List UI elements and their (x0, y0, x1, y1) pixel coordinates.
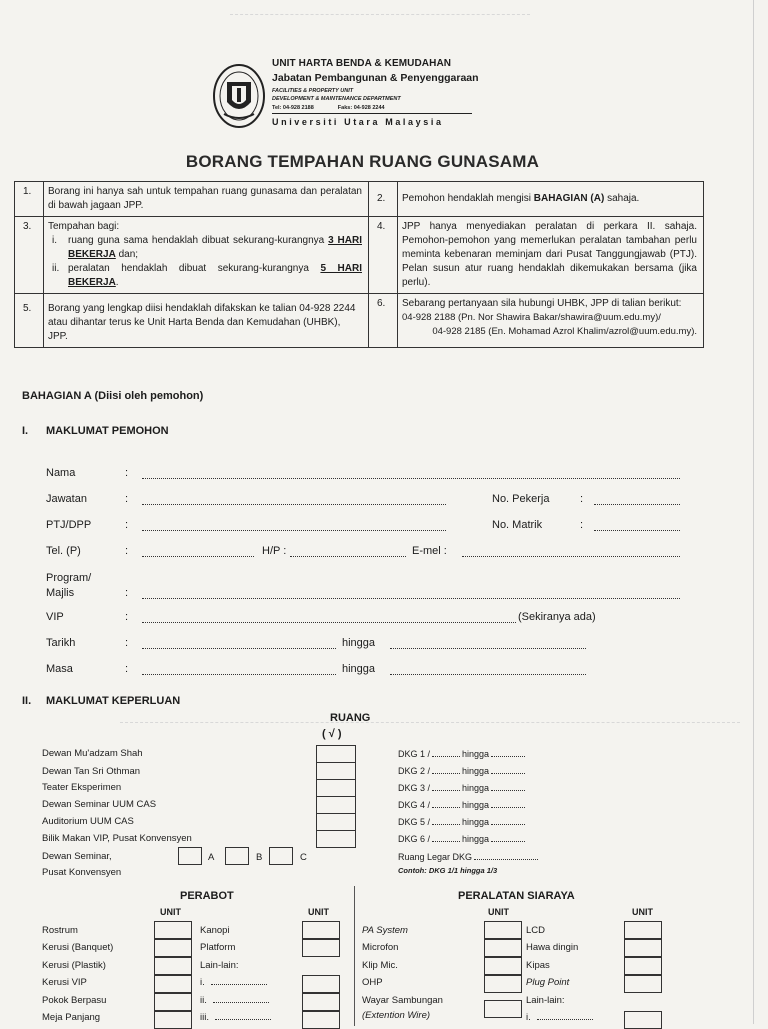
jawatan-field[interactable] (142, 504, 446, 505)
dkg-row[interactable]: DKG 3 / hingga (398, 783, 525, 793)
note-number: 4. (369, 217, 398, 294)
item-label: Kerusi VIP (42, 977, 87, 988)
label-tarikh: Tarikh (46, 637, 76, 649)
form-title: BORANG TEMPAHAN RUANG GUNASAMA (185, 152, 540, 171)
item-label: PA System (362, 925, 408, 936)
item-label: Kipas (526, 960, 550, 971)
room-checkbox[interactable] (316, 813, 356, 831)
item-label: Pokok Berpasu (42, 995, 107, 1006)
unit-box[interactable] (624, 939, 662, 957)
item-label: Kerusi (Banquet) (42, 942, 114, 953)
room-checkbox[interactable] (316, 745, 356, 763)
dkg-row[interactable]: DKG 6 / hingga (398, 834, 525, 844)
program-field[interactable] (142, 598, 680, 599)
room-label: Teater Eksperimen (42, 782, 122, 792)
dkg-row[interactable]: DKG 4 / hingga (398, 800, 525, 810)
unit-box[interactable] (154, 957, 192, 975)
ruang-legar-row[interactable]: Ruang Legar DKG (398, 852, 540, 862)
note-number: 6. (369, 294, 398, 348)
item-label: (Extention Wire) (362, 1010, 431, 1021)
item-label[interactable]: iii. (200, 1012, 271, 1023)
item-label: Plug Point (526, 977, 570, 988)
note-number: 3. (15, 217, 44, 294)
unit-header: UNIT (160, 907, 181, 917)
masa-from-field[interactable] (142, 674, 336, 675)
letterhead-rule (272, 113, 472, 114)
unit-box[interactable] (484, 1000, 522, 1018)
note-5: Borang yang lengkap diisi hendaklah difakskan ke talian 04-928 2244 atau dihantar terus ke Unit Harta Benda dan Kemudahan (UHBK), JPP. (48, 303, 356, 342)
note-6: Sebarang pertanyaan sila hubungi UHBK, JPP di talian berikut: 04-928 2188 (Pn. Nor Shawira Bakar/shawira@uum.edu.my)/ 04-928 2185 (En. Mohamad Azrol Khalim/azrol@uum.edu.my). (398, 294, 704, 348)
unit-box[interactable] (484, 921, 522, 939)
unit-header: UNIT (488, 907, 509, 917)
item-label: Meja Panjang (42, 1012, 101, 1023)
tel-field[interactable] (142, 556, 254, 557)
room-checkbox[interactable] (316, 779, 356, 797)
peralatan-heading: PERALATAN SIARAYA (458, 890, 575, 902)
label-program: Program/ (46, 572, 92, 584)
item-label[interactable]: i. (526, 1012, 593, 1023)
column-divider (354, 886, 355, 1026)
unit-box[interactable] (302, 921, 340, 939)
note-number: 1. (15, 182, 44, 217)
room-label: Dewan Mu'adzam Shah (42, 748, 143, 759)
item-label: OHP (362, 977, 383, 988)
item-label: Platform (200, 942, 236, 953)
room-label: Dewan Tan Sri Othman (42, 766, 141, 777)
item-label[interactable]: ii. (200, 995, 269, 1006)
letterhead (272, 58, 512, 127)
item-label: Wayar Sambungan (362, 995, 443, 1006)
label-nama: Nama (46, 467, 76, 479)
seminar-a-checkbox[interactable] (178, 847, 202, 865)
ptj-field[interactable] (142, 530, 446, 531)
room-label: Pusat Konvensyen (42, 867, 122, 878)
masa-to-field[interactable] (390, 674, 586, 675)
label-jawatan: Jawatan (46, 493, 87, 505)
item-label: Lain-lain: (526, 995, 565, 1006)
label-tel: Tel. (P) (46, 545, 81, 557)
instructions-table (14, 181, 704, 348)
contact-line (272, 105, 512, 111)
unit-box[interactable] (302, 1011, 340, 1029)
note-4: JPP hanya menyediakan peralatan di perkara II. sahaja. Pemohon-pemohon yang memerlukan peralatan tambahan perlu meminta kebenaran meminjam dari Pusat Tanggungjawab (PTJ). Pelan susun atur ruang hendaklah dikemukakan bersama (jika perlu). (402, 221, 697, 288)
dkg-row[interactable]: DKG 2 / hingga (398, 766, 525, 776)
sekiranya-ada: (Sekiranya ada) (518, 611, 596, 623)
item-label[interactable]: i. (200, 977, 267, 988)
dkg-row[interactable]: DKG 1 / hingga (398, 749, 525, 759)
unit-box[interactable] (154, 939, 192, 957)
contact-2: 04-928 2185 (En. Mohamad Azrol Khalim/azrol@uum.edu.my). (432, 326, 697, 337)
fax-text: Faks: 04-928 2244 (337, 105, 385, 111)
unit-header: UNIT (632, 907, 653, 917)
vip-field[interactable] (142, 622, 516, 623)
item-label: Kerusi (Plastik) (42, 960, 106, 971)
label-no-pekerja: No. Pekerja (492, 493, 550, 505)
unit-box[interactable] (302, 993, 340, 1011)
nama-field[interactable] (142, 478, 680, 479)
note-number: 5. (15, 294, 44, 348)
label-masa: Masa (46, 663, 73, 675)
unit-box[interactable] (154, 1011, 192, 1029)
label-majlis: Majlis (46, 587, 75, 599)
unit-box[interactable] (302, 975, 340, 993)
room-checkbox[interactable] (316, 830, 356, 848)
label-emel: E-mel : (412, 545, 447, 557)
note-2: Pemohon hendaklah mengisi BAHAGIAN (A) sahaja. (398, 182, 704, 217)
section-1-heading: I. MAKLUMAT PEMOHON (22, 425, 169, 437)
unit-box[interactable] (624, 921, 662, 939)
room-label: Dewan Seminar UUM CAS (42, 799, 157, 810)
perabot-heading: PERABOT (180, 890, 234, 902)
unit-box[interactable] (154, 921, 192, 939)
unit-box[interactable] (624, 1011, 662, 1029)
room-label: Auditorium UUM CAS (42, 816, 134, 827)
label-hingga: hingga (342, 663, 376, 675)
item-label: Kanopi (200, 925, 230, 936)
example-note: Contoh: DKG 1/1 hingga 1/3 (398, 866, 498, 875)
dkg-row[interactable]: DKG 5 / hingga (398, 817, 525, 827)
room-checkbox[interactable] (316, 762, 356, 780)
room-label: Bilik Makan VIP, Pusat Konvensyen (42, 833, 192, 844)
label-vip: VIP (46, 611, 64, 623)
item-label: Microfon (362, 942, 399, 953)
item-label: LCD (526, 925, 546, 936)
unit-box[interactable] (302, 939, 340, 957)
emel-field[interactable] (462, 556, 680, 557)
university-crest-icon (212, 62, 266, 130)
room-label: Dewan Seminar, (42, 851, 112, 862)
section-a-heading: BAHAGIAN A (Diisi oleh pemohon) (22, 390, 204, 402)
unit-box[interactable] (624, 957, 662, 975)
contact-1: 04-928 2188 (Pn. Nor Shawira Bakar/shawira@uum.edu.my)/ (402, 312, 661, 323)
room-checkbox[interactable] (316, 796, 356, 814)
no-matrik-field[interactable] (594, 530, 680, 531)
unit-box[interactable] (624, 975, 662, 993)
note-number: 2. (369, 182, 398, 217)
label-no-matrik: No. Matrik (492, 519, 543, 531)
item-label: Lain-lain: (200, 960, 239, 971)
eng-dept-name: DEVELOPMENT & MAINTENANCE DEPARTMENT (272, 96, 401, 102)
unit-box[interactable] (484, 939, 522, 957)
university-name: Universiti Utara Malaysia (272, 117, 444, 127)
label-ptj: PTJ/DPP (46, 519, 92, 531)
scan-artifact (120, 722, 740, 723)
item-label: Klip Mic. (362, 960, 398, 971)
hp-field[interactable] (290, 556, 406, 557)
unit-box[interactable] (484, 975, 522, 993)
unit-box[interactable] (484, 957, 522, 975)
scan-artifact (230, 14, 530, 15)
item-label: Hawa dingin (526, 942, 579, 953)
note-1: Borang ini hanya sah untuk tempahan ruang gunasama dan peralatan di bawah jagaan JPP. (48, 186, 362, 211)
tel-text: Tel: 04-928 2188 (272, 105, 314, 111)
item-label: Rostrum (42, 925, 78, 936)
ruang-heading: RUANG (330, 712, 371, 724)
page-edge (753, 0, 754, 1024)
tarikh-to-field[interactable] (390, 648, 586, 649)
label-hingga: hingga (342, 637, 376, 649)
unit-header: UNIT (308, 907, 329, 917)
label-hp: H/P : (262, 545, 287, 557)
form-page: UNIT HARTA BENDA & KEMUDAHAN Jabatan Pembangunan & Penyenggaraan FACILITIES & PROPERTY UNIT DEVELOPMENT & MAINTENANCE DEPARTMENT Tel: 04-928 2188 Faks: 04-928 2244 Universiti Utara Malaysia BORANG TEMPAHAN RUANG GUNASAMA 1. Borang ini hanya sah untuk tempahan ruang gunasama dan peralatan di bawah jagaan JPP. 2. Pemohon hendaklah mengisi BAHAGIAN (A) sahaja. 3. Tempahan bagi: i. ruang guna sama hendaklah dibuat sekurang-kurangnya 3 HARI BEKERJA dan; ii. peralatan hendaklah dibuat sekurang-kurangnya 5 HARI BEKERJA. 4. JPP hanya menyediakan peralatan di perkara II. sahaja. Pemohon-pemohon yang memerlukan peralatan tambahan perlu meminta kebenaran meminjam dari Pusat Tanggungjawab (PTJ). Pelan susun atur ruang hendaklah dikemukakan bersama (jika perlu). 5. Borang yang lengkap diisi hendaklah difakskan ke talian 04-928 2244 atau dihantar terus ke Unit Harta Benda dan Kemudahan (UHBK), JPP. 6. Sebarang pertanyaan sila hubungi UHBK, JPP di talian berikut: 04-928 2188 (Pn. Nor Shawira Bakar/shawira@uum.edu.my)/ 04-928 2185 (En. Mohamad Azrol Khalim/azrol@uum.edu.my). BAHAGIAN A (Diisi oleh pemohon) I. MAKLUMAT PEMOHON Nama : Jawatan : No. Pekerja : PTJ/DPP : No. Matrik : Tel. (P) : H/P : E-mel : Program/ Majlis : VIP : (Sekiranya ada) Tarikh : hingga Masa : hingga II. MAKLUMAT KEPERLUAN RUANG ( √ ) Dewan Mu'adzam Shah Dewan Tan Sri Othman Teater Eksperimen Dewan Seminar UUM CAS Auditorium UUM CAS Bilik Makan VIP, Pusat Konvensyen Dewan Seminar, Pusat Konvensyen A B C DKG 1 / hingga DKG 2 / hingga DKG 3 / hingga DKG 4 / hingga DKG 5 / hingga DKG 6 / hingga Ruang Legar DKG Contoh: DKG 1/1 hingga 1/3 PERABOT UNIT UNIT Rostrum Kerusi (Banquet) Kerusi (Plastik) Kerusi VIP Pokok Berpasu Meja Panjang Kanopi Platform Lain-lain: i. ii. iii. PERALATAN SIARAYA UNIT UNIT PA System Microfon Klip Mic. OHP Wayar Sambungan (Extention Wire) LCD Hawa dingin Kipas Plug Point Lain-lain: i. (0, 0, 768, 1024)
unit-box[interactable] (154, 993, 192, 1011)
note-3: Tempahan bagi: i. ruang guna sama hendaklah dibuat sekurang-kurangnya 3 HARI BEKERJA dan; ii. peralatan hendaklah dibuat sekurang-kurangnya 5 HARI BEKERJA. (44, 217, 369, 294)
department-name: Jabatan Pembangunan & Penyenggaraan (272, 72, 479, 84)
eng-unit-name: FACILITIES & PROPERTY UNIT (272, 88, 354, 94)
unit-box[interactable] (154, 975, 192, 993)
tarikh-from-field[interactable] (142, 648, 336, 649)
section-2-heading: II. MAKLUMAT KEPERLUAN (22, 695, 181, 707)
unit-name: UNIT HARTA BENDA & KEMUDAHAN (272, 58, 452, 69)
seminar-c-checkbox[interactable] (269, 847, 293, 865)
tick-hint: ( √ ) (322, 728, 342, 740)
no-pekerja-field[interactable] (594, 504, 680, 505)
seminar-b-checkbox[interactable] (225, 847, 249, 865)
